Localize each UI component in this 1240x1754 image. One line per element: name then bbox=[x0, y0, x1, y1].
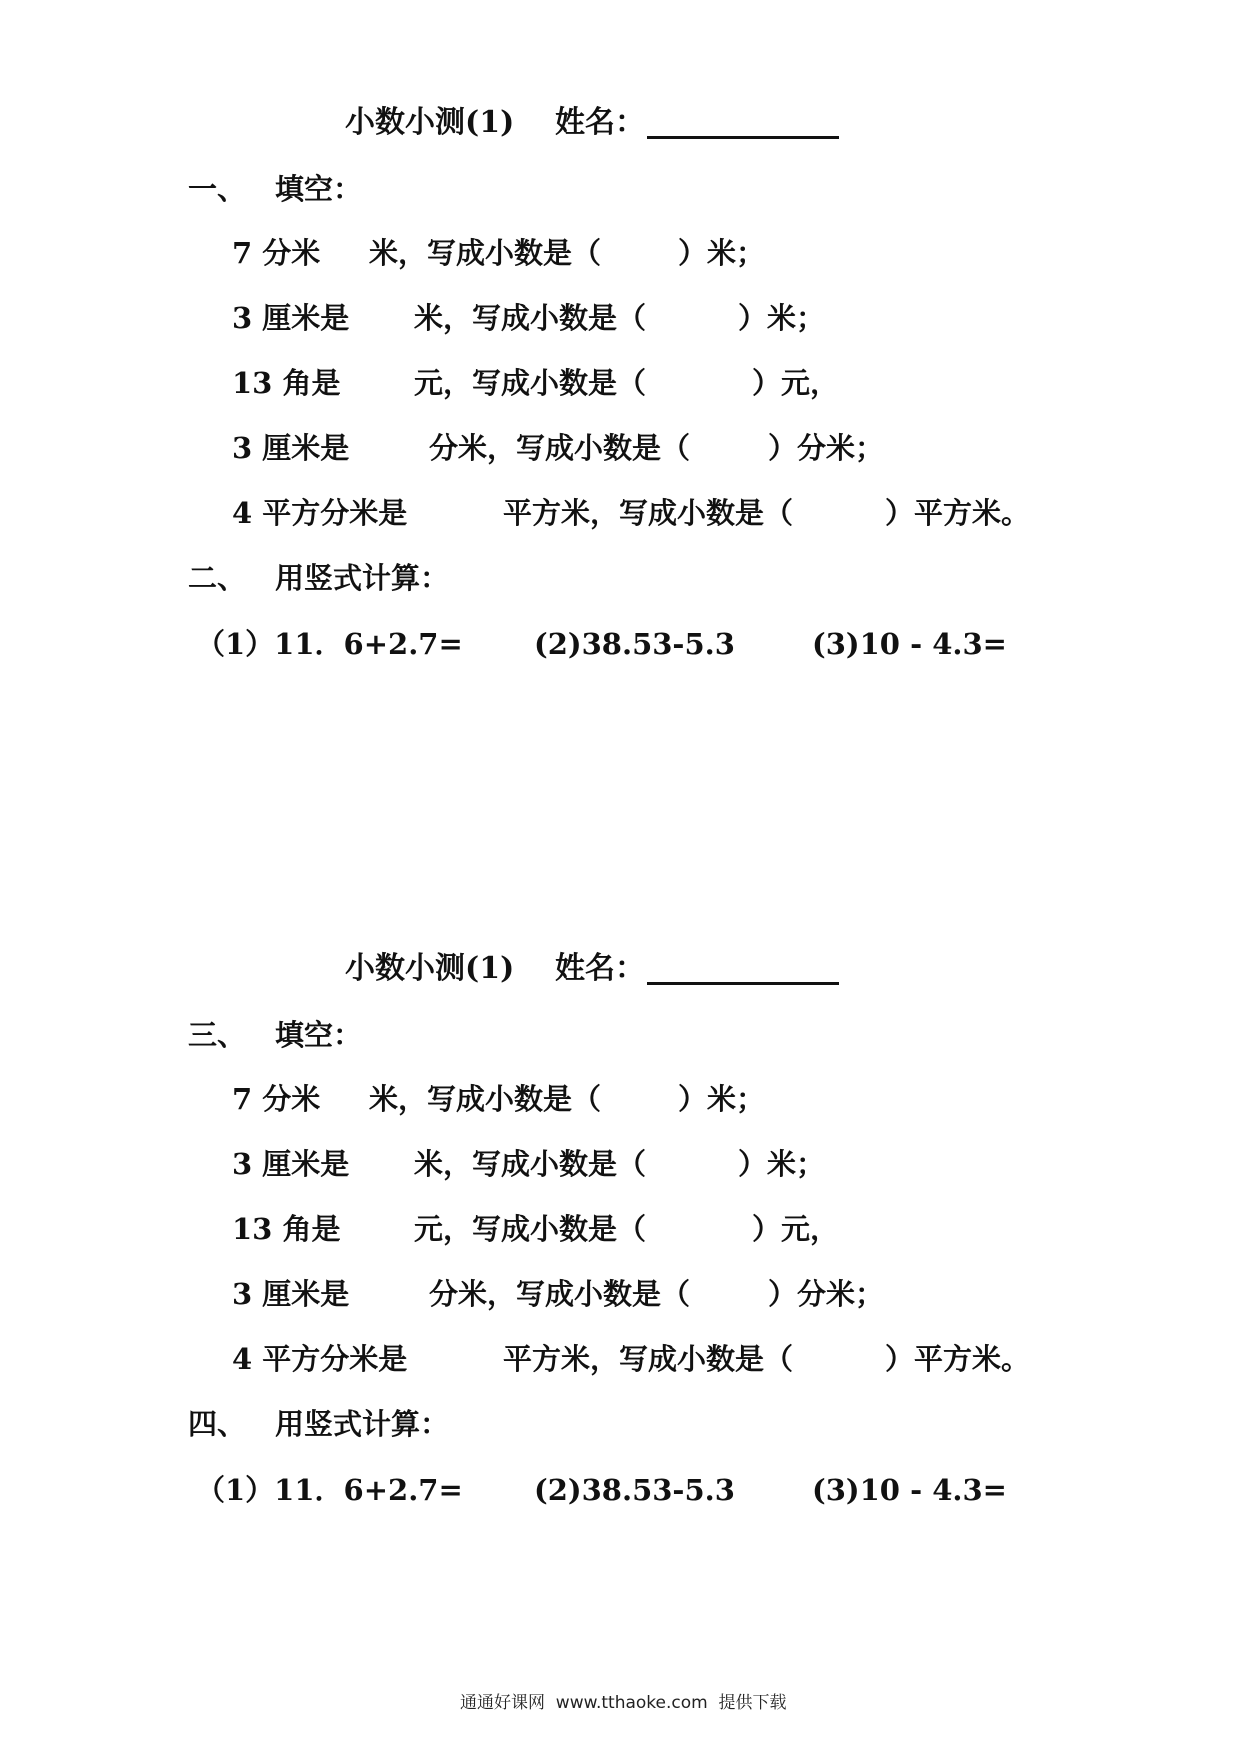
fill-item-1-end: ）米； bbox=[678, 236, 766, 270]
fill-item-4-lead: 3 厘米是 bbox=[232, 431, 350, 465]
quiz-title: 小数小测(1) bbox=[345, 951, 515, 986]
fill-item-1-lead: 7 分米 bbox=[232, 1082, 321, 1116]
section-fill-label: 三、 bbox=[188, 1018, 247, 1052]
section-calc-label: 二、 bbox=[188, 561, 247, 595]
fill-item-1-middle: 米，写成小数是（ bbox=[369, 236, 602, 270]
fill-item-3-end: ）元， bbox=[752, 1212, 840, 1246]
fill-item-5-lead: 4 平方分米是 bbox=[232, 496, 408, 530]
fill-item-2-end: ）米； bbox=[738, 1147, 826, 1181]
fill-item-4-middle: 分米，写成小数是（ bbox=[429, 1277, 691, 1311]
name-blank-line[interactable] bbox=[647, 982, 839, 985]
fill-item-2-middle: 米，写成小数是（ bbox=[414, 1147, 647, 1181]
section-calc-label: 四、 bbox=[188, 1407, 247, 1441]
calc-problem-1: （1）11．6+2.7= bbox=[196, 627, 463, 661]
fill-item-5-end: ）平方米。 bbox=[885, 496, 1031, 530]
fill-item-4-middle: 分米，写成小数是（ bbox=[429, 431, 691, 465]
quiz-title: 小数小测(1) bbox=[345, 105, 515, 140]
fill-item-3-middle: 元，写成小数是（ bbox=[414, 366, 647, 400]
fill-item-4-lead: 3 厘米是 bbox=[232, 1277, 350, 1311]
fill-item-1-end: ）米； bbox=[678, 1082, 766, 1116]
section-calc-title: 用竖式计算： bbox=[275, 1407, 450, 1441]
section-fill-title: 填空： bbox=[275, 1018, 363, 1052]
section-calc-title: 用竖式计算： bbox=[275, 561, 450, 595]
fill-item-5-middle: 平方米，写成小数是（ bbox=[503, 496, 794, 530]
fill-item-5-lead: 4 平方分米是 bbox=[232, 1342, 408, 1376]
calc-problem-3: (3)10 - 4.3= bbox=[812, 1473, 1007, 1507]
fill-item-1-lead: 7 分米 bbox=[232, 236, 321, 270]
fill-item-3-lead: 13 角是 bbox=[232, 1212, 341, 1246]
fill-item-2-end: ）米； bbox=[738, 301, 826, 335]
footer-download-note: 通通好课网 www.tthaoke.com 提供下载 bbox=[460, 1693, 787, 1713]
fill-item-1-middle: 米，写成小数是（ bbox=[369, 1082, 602, 1116]
fill-item-3-end: ）元， bbox=[752, 366, 840, 400]
section-fill-title: 填空： bbox=[275, 172, 363, 206]
fill-item-5-end: ）平方米。 bbox=[885, 1342, 1031, 1376]
name-blank-line[interactable] bbox=[647, 136, 839, 139]
fill-item-4-end: ）分米； bbox=[768, 431, 885, 465]
calc-problem-2: (2)38.53-5.3 bbox=[534, 1473, 735, 1507]
calc-problem-1: （1）11．6+2.7= bbox=[196, 1473, 463, 1507]
section-fill-label: 一、 bbox=[188, 172, 247, 206]
fill-item-2-middle: 米，写成小数是（ bbox=[414, 301, 647, 335]
fill-item-2-lead: 3 厘米是 bbox=[232, 301, 350, 335]
fill-item-2-lead: 3 厘米是 bbox=[232, 1147, 350, 1181]
fill-item-3-lead: 13 角是 bbox=[232, 366, 341, 400]
name-label: 姓名： bbox=[555, 951, 645, 986]
calc-problem-2: (2)38.53-5.3 bbox=[534, 627, 735, 661]
fill-item-4-end: ）分米； bbox=[768, 1277, 885, 1311]
calc-problem-3: (3)10 - 4.3= bbox=[812, 627, 1007, 661]
name-label: 姓名： bbox=[555, 105, 645, 140]
fill-item-5-middle: 平方米，写成小数是（ bbox=[503, 1342, 794, 1376]
fill-item-3-middle: 元，写成小数是（ bbox=[414, 1212, 647, 1246]
